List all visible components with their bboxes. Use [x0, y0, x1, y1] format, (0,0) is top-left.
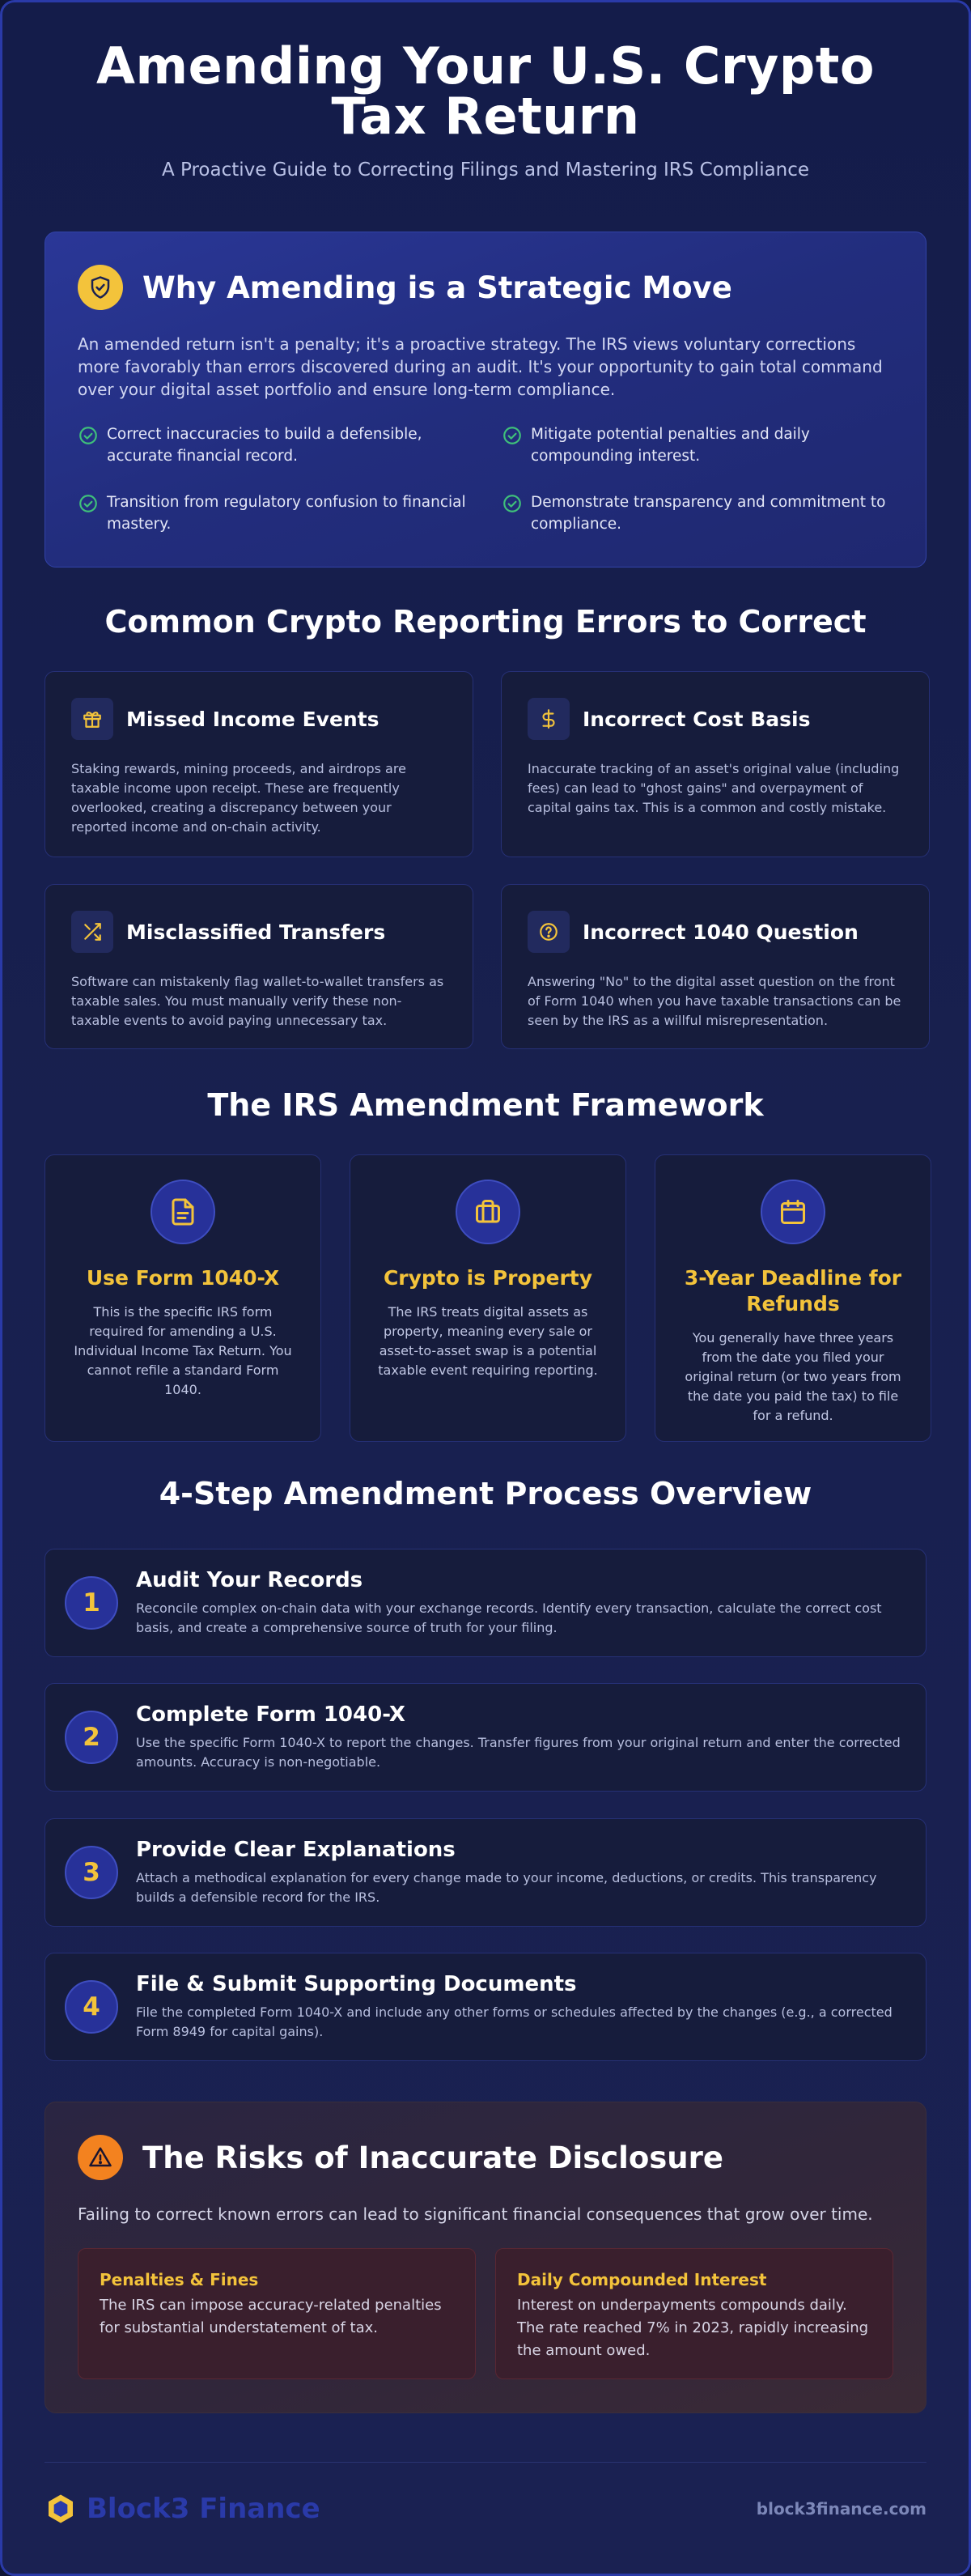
- error-card-missed-income: [45, 671, 473, 857]
- error-card-title: Incorrect 1040 Question: [583, 920, 859, 944]
- site-link[interactable]: block3finance.com: [756, 2499, 926, 2519]
- process-step: [45, 1818, 926, 1927]
- step-text: Use the specific Form 1040-X to report the changes. Transfer figures from your original return and enter the corrected amounts. Accuracy is non-negotiable.: [136, 1735, 901, 1770]
- check-circle-icon: [78, 493, 99, 514]
- why-point: Correct inaccuracies to build a defensible, accurate financial record.: [78, 423, 469, 467]
- page-subtitle: A Proactive Guide to Correcting Filings and Mastering IRS Compliance: [161, 159, 810, 181]
- hero-header: [45, 36, 926, 181]
- framework-card-property: [350, 1154, 626, 1442]
- brand-name: Block3 Finance: [87, 2493, 320, 2525]
- check-circle-icon: [78, 425, 99, 446]
- why-title: Why Amending is a Strategic Move: [142, 270, 732, 305]
- error-card-text: Staking rewards, mining proceeds, and airdrops are taxable income upon receipt. These are frequently overlooked, creating a discrepancy between your reported income and on-chain activity.: [71, 761, 406, 835]
- dollar-icon: [528, 698, 570, 740]
- step-title: File & Submit Supporting Documents: [136, 1972, 577, 1996]
- error-card-1040-question: [501, 884, 930, 1049]
- framework-card-text: This is the specific IRS form required for amending a U.S. Individual Income Tax Return. You cannot refile a standard Form 1040.: [74, 1304, 292, 1397]
- error-card-title: Misclassified Transfers: [126, 920, 386, 944]
- step-text: Attach a methodical explanation for every change made to your income, deductions, or credits. This transparency builds a defensible record for the IRS.: [136, 1870, 877, 1905]
- error-card-text: Inaccurate tracking of an asset's original value (including fees) can lead to "ghost gains" and overpayment of capital gains tax. This is a common and costly mistake.: [528, 761, 900, 815]
- hexagon-logo-icon: [45, 2493, 77, 2525]
- risks-title: The Risks of Inaccurate Disclosure: [142, 2140, 723, 2175]
- step-number: 2: [65, 1711, 118, 1764]
- shuffle-icon: [71, 911, 113, 953]
- error-card-title: Incorrect Cost Basis: [583, 707, 811, 731]
- framework-card-title: Crypto is Property: [383, 1266, 593, 1290]
- process-step: [45, 1549, 926, 1657]
- error-card-text: Answering "No" to the digital asset question on the front of Form 1040 when you have taxable transactions can be seen by the IRS as a willful misrepresentation.: [528, 974, 901, 1028]
- why-point: Demonstrate transparency and commitment to compliance.: [502, 491, 893, 535]
- framework-card-title: 3-Year Deadline for Refunds: [684, 1266, 902, 1316]
- error-card-text: Software can mistakenly flag wallet-to-wallet transfers as taxable sales. You must manually verify these non-taxable events to avoid paying unnecessary tax.: [71, 974, 444, 1028]
- process-step: [45, 1683, 926, 1792]
- risks-card: [45, 2102, 926, 2413]
- risks-lead: Failing to correct known errors can lead to significant financial consequences that grow over time.: [78, 2204, 873, 2224]
- process-step: [45, 1953, 926, 2061]
- risk-box-title: Penalties & Fines: [100, 2270, 259, 2289]
- check-circle-icon: [502, 425, 523, 446]
- risk-box-title: Daily Compounded Interest: [517, 2270, 767, 2289]
- step-number: 3: [65, 1846, 118, 1899]
- calendar-icon: [761, 1180, 825, 1244]
- error-card-cost-basis: [501, 671, 930, 857]
- warning-icon: [78, 2135, 123, 2180]
- framework-card-deadline: [655, 1154, 931, 1442]
- step-title: Complete Form 1040-X: [136, 1702, 405, 1727]
- framework-card-title: Use Form 1040-X: [86, 1266, 280, 1290]
- error-card-title: Missed Income Events: [126, 707, 379, 731]
- briefcase-icon: [456, 1180, 520, 1244]
- check-circle-icon: [502, 493, 523, 514]
- step-title: Provide Clear Explanations: [136, 1838, 456, 1862]
- brand-logo: [45, 2493, 320, 2525]
- why-point: Transition from regulatory confusion to financial mastery.: [78, 491, 469, 535]
- document-icon: [151, 1180, 215, 1244]
- page-title: Amending Your U.S. Crypto Tax Return: [96, 36, 875, 146]
- shield-check-icon: [78, 265, 123, 310]
- step-title: Audit Your Records: [136, 1568, 363, 1592]
- framework-section-title: The IRS Amendment Framework: [207, 1087, 764, 1123]
- why-lead: An amended return isn't a penalty; it's a proactive strategy. The IRS views voluntary corrections more favorably than errors discovered during an audit. It's your opportunity to gain total command over your digital asset portfolio and ensure long-term compliance.: [78, 334, 883, 399]
- step-text: File the completed Form 1040-X and include any other forms or schedules affected by the changes (e.g., a corrected Form 8949 for capital gains).: [136, 2004, 893, 2039]
- step-number: 1: [65, 1576, 118, 1630]
- why-card: [45, 232, 926, 567]
- errors-section-title: Common Crypto Reporting Errors to Correct: [104, 604, 867, 640]
- process-section-title: 4-Step Amendment Process Overview: [159, 1476, 812, 1511]
- why-points: [78, 423, 893, 535]
- why-point: Mitigate potential penalties and daily compounding interest.: [502, 423, 893, 467]
- gift-icon: [71, 698, 113, 740]
- risk-box-text: The IRS can impose accuracy-related penalties for substantial understatement of tax.: [100, 2297, 442, 2336]
- question-icon: [528, 911, 570, 953]
- risk-box-interest: [495, 2248, 893, 2379]
- error-card-misclassified: [45, 884, 473, 1049]
- risk-box-text: Interest on underpayments compounds daily. The rate reached 7% in 2023, rapidly increasing the amount owed.: [517, 2297, 869, 2359]
- framework-card-text: You generally have three years from the date you filed your original return (or two years from the date you paid the tax) to file for a refund.: [685, 1330, 901, 1423]
- framework-card-form: [45, 1154, 321, 1442]
- footer-divider: [45, 2462, 926, 2463]
- step-text: Reconcile complex on-chain data with your exchange records. Identify every transaction, calculate the correct cost basis, and create a comprehensive source of truth for your filing.: [136, 1600, 882, 1635]
- framework-card-text: The IRS treats digital assets as property, meaning every sale or asset-to-asset swap is a potential taxable event requiring reporting.: [378, 1304, 598, 1378]
- footer: [45, 2493, 926, 2525]
- step-number: 4: [65, 1980, 118, 2034]
- risk-box-penalties: [78, 2248, 476, 2379]
